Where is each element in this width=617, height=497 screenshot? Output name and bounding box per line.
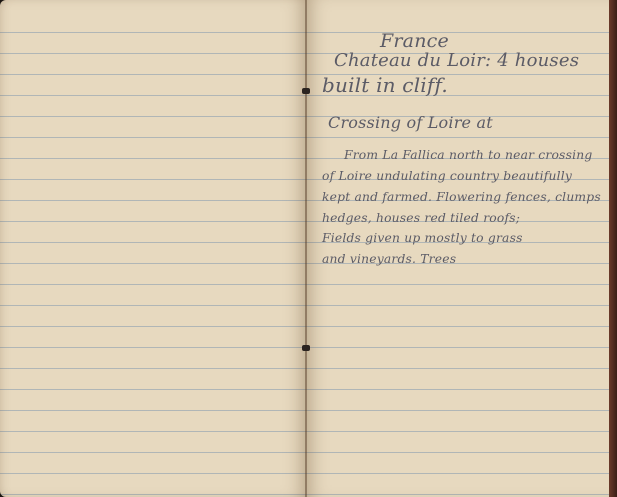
handwritten-line: of Loire undulating country beautifully	[322, 169, 573, 183]
handwritten-line: From La Fallica north to near crossing	[344, 148, 593, 162]
page-heading: France	[380, 30, 449, 52]
cover-edge	[609, 0, 617, 497]
left-page	[0, 0, 306, 497]
handwritten-text	[306, 0, 609, 497]
handwritten-line: hedges, houses red tiled roofs;	[322, 211, 521, 225]
handwritten-line: Crossing of Loire at	[328, 113, 493, 132]
handwritten-line: built in cliff.	[322, 73, 448, 97]
handwritten-line: Fields given up mostly to grass	[322, 231, 523, 245]
handwritten-line: and vineyards. Trees	[322, 252, 457, 266]
handwritten-line: Chateau du Loir: 4 houses	[334, 50, 580, 71]
handwritten-line: kept and farmed. Flowering fences, clumps	[322, 190, 601, 204]
